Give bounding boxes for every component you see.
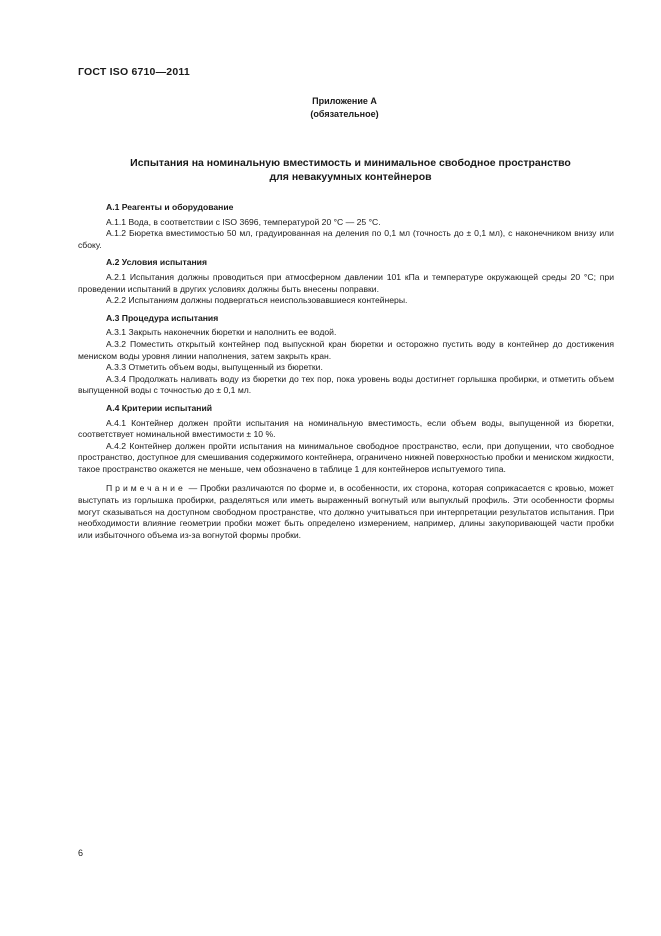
section-heading-a1: А.1 Реагенты и оборудование <box>106 202 234 212</box>
paragraph-a3-4: А.3.4 Продолжать наливать воду из бюретки до тех пор, пока уровень воды достигнет горлышка пробирки, и отметить объем выпущенной воды с точностью до ± 0,1 мл. <box>78 373 614 396</box>
document-title-line-2: для невакуумных контейнеров <box>269 171 432 183</box>
document-title <box>100 156 601 184</box>
appendix-status: (обязательное) <box>310 109 379 119</box>
appendix-block <box>0 95 661 121</box>
paragraph-a2-1: А.2.1 Испытания должны проводиться при атмосферном давлении 101 кПа и температуре окружающей среды 20 °С; при проведении испытаний в других условиях должны быть внесены поправки. <box>78 271 614 294</box>
page-number: 6 <box>78 848 84 858</box>
section-heading-a4: А.4 Критерии испытаний <box>106 402 213 413</box>
paragraph-a2-2: А.2.2 Испытаниям должны подвергаться неиспользовавшиеся контейнеры. <box>106 295 408 306</box>
note-label: Примечание <box>106 483 186 494</box>
section-heading-a2: А.2 Условия испытания <box>106 257 207 268</box>
paragraph-a3-2: А.3.2 Поместить открытый контейнер под выпускной кран бюретки и осторожно пустить воду в контейнер до достижения мениском воды уровня линии наполнения, затем закрыть кран. <box>78 338 614 361</box>
paragraph-a3-1: А.3.1 Закрыть наконечник бюретки и наполнить ее водой. <box>106 327 337 338</box>
paragraph-a1-2: А.1.2 Бюретка вместимостью 50 мл, градуированная на деления по 0,1 мл (точность до ± 0,1 мл), с наконечником внизу или сбоку. <box>78 228 614 250</box>
appendix-title: Приложение А <box>312 96 377 106</box>
document-header: ГОСТ ISO 6710—2011 <box>78 66 190 78</box>
paragraph-a4-2: А.4.2 Контейнер должен пройти испытания на минимальное свободное пространство, если, при допущении, что свободное пространство, доступное для смешивания содержимого контейнера, ограничено нижней поверхностью пробки и мениском жидкости, такое пространство окажется не меньше, чем обозначено в таблице 1 для контейнеров испытуемого типа. <box>78 440 614 474</box>
paragraph-a1-1: А.1.1 Вода, в соответствии с ISO 3696, температурой 20 °С — 25 °С. <box>106 216 381 227</box>
document-body <box>78 202 614 541</box>
paragraph-a4-1: А.4.1 Контейнер должен пройти испытания на номинальную вместимость, если объем воды, выпущенной из бюретки, соответствует номинальной вместимости ± 10 %. <box>78 417 614 440</box>
note-paragraph <box>78 483 614 541</box>
section-heading-a3: А.3 Процедура испытания <box>106 312 219 323</box>
note-text: — Пробки различаются по форме и, в особенности, их сторона, которая соприкасается с кровью, может выступать из горлышка пробирки, разделяться или иметь выраженный вогнутый или выпуклый профиль. Эти особенности формы могут сказываться на доступном свободном пространстве, что должно учитываться при интерпретации результатов испытания. При необходимости влияние геометрии пробки может быть определено измерением, например, длины закупоривающей части пробки или избыточного объема из-за вогнутой формы пробки. <box>78 483 614 540</box>
document-title-line-1: Испытания на номинальную вместимость и минимальное свободное пространство <box>130 157 571 169</box>
paragraph-a3-3: А.3.3 Отметить объем воды, выпущенный из бюретки. <box>106 362 323 373</box>
